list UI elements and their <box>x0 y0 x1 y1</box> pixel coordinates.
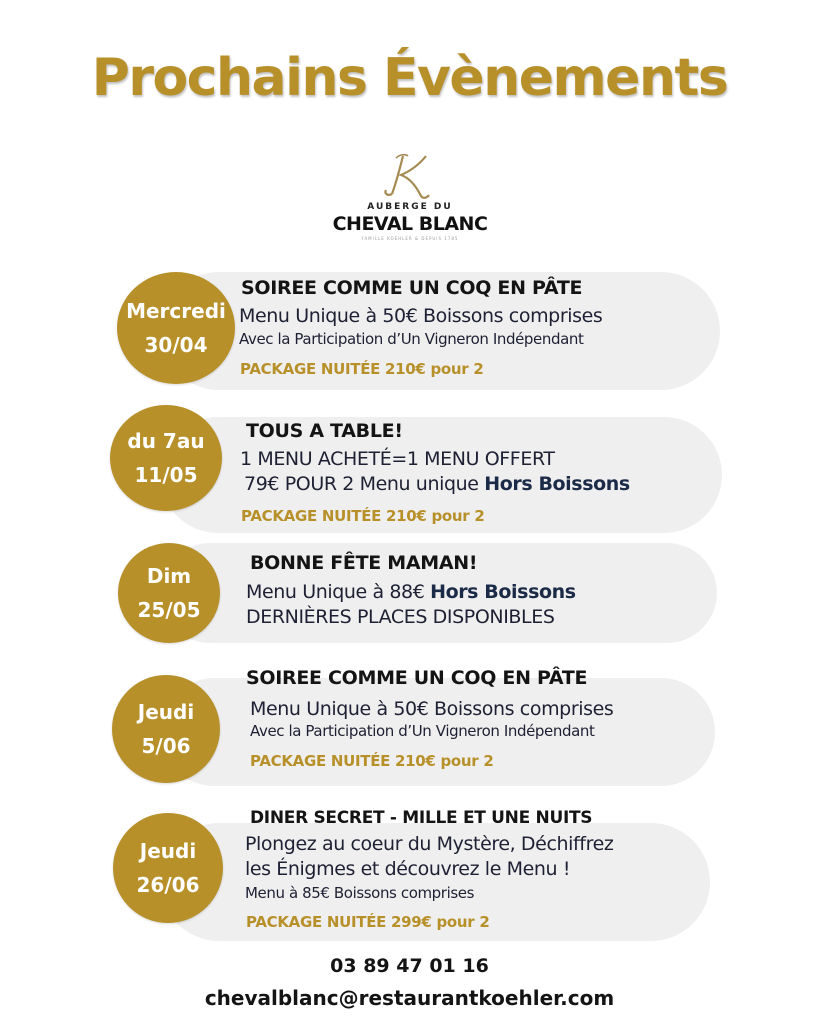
event-package: PACKAGE NUITÉE 299€ pour 2 <box>246 913 490 931</box>
contact-phone[interactable]: 03 89 47 01 16 <box>330 955 489 977</box>
event-line: Plongez au coeur du Mystère, Déchiffrez <box>245 833 614 855</box>
event-line-text: Menu Unique à 88€ <box>246 581 431 603</box>
contact-email[interactable]: chevalblanc@restaurantkoehler.com <box>204 986 615 1010</box>
event-date-line1: Dim <box>146 564 192 588</box>
logo-name: CHEVAL BLANC <box>332 213 488 235</box>
event-line <box>246 581 576 603</box>
event-line <box>244 473 630 495</box>
event-package: PACKAGE NUITÉE 210€ pour 2 <box>240 360 484 378</box>
event-line-text: 79€ POUR 2 Menu unique <box>244 473 485 495</box>
event-date-line1: du 7au <box>127 429 205 453</box>
event-date-line2: 11/05 <box>134 463 198 487</box>
logo-subtitle: AUBERGE DU <box>367 202 453 212</box>
event-date-badge-2 <box>110 405 222 511</box>
logo <box>300 150 520 245</box>
event-title: BONNE FÊTE MAMAN! <box>250 552 478 574</box>
event-line: Menu Unique à 50€ Boissons comprises <box>239 305 603 327</box>
event-date-line2: 25/05 <box>137 598 201 622</box>
event-line: Avec la Participation d’Un Vigneron Indépendant <box>250 722 595 740</box>
k-monogram-icon <box>300 150 520 200</box>
event-title: DINER SECRET - MILLE ET UNE NUITS <box>250 808 593 828</box>
event-date-badge-1 <box>117 272 235 384</box>
event-date-line2: 26/06 <box>136 873 200 897</box>
logo-tagline: FAMILLE KOEHLER & DEPUIS 1785 <box>361 236 459 241</box>
event-package: PACKAGE NUITÉE 210€ pour 2 <box>250 752 494 770</box>
event-line: Avec la Participation d’Un Vigneron Indépendant <box>239 330 584 348</box>
event-line: DERNIÈRES PLACES DISPONIBLES <box>246 606 555 628</box>
event-date-badge-3 <box>118 543 220 643</box>
event-line: 1 MENU ACHETÉ=1 MENU OFFERT <box>240 448 555 470</box>
event-date-line1: Jeudi <box>137 700 195 724</box>
event-title: SOIREE COMME UN COQ EN PÂTE <box>241 277 583 299</box>
event-title: TOUS A TABLE! <box>246 420 403 442</box>
event-date-badge-4 <box>112 675 220 783</box>
page-title: Prochains Évènements <box>91 48 728 108</box>
event-date-line1: Mercredi <box>126 299 226 323</box>
event-line-emphasis: Hors Boissons <box>430 581 576 603</box>
event-date-badge-5 <box>113 813 223 923</box>
event-line: les Énigmes et découvrez le Menu ! <box>245 858 571 880</box>
event-line: Menu Unique à 50€ Boissons comprises <box>250 698 614 720</box>
event-line-emphasis: Hors Boissons <box>484 473 630 495</box>
event-line: Menu à 85€ Boissons comprises <box>245 884 474 902</box>
event-title: SOIREE COMME UN COQ EN PÂTE <box>246 667 588 689</box>
event-package: PACKAGE NUITÉE 210€ pour 2 <box>241 507 485 525</box>
event-date-line2: 30/04 <box>144 333 208 357</box>
event-date-line1: Jeudi <box>139 839 197 863</box>
event-date-line2: 5/06 <box>141 734 191 758</box>
